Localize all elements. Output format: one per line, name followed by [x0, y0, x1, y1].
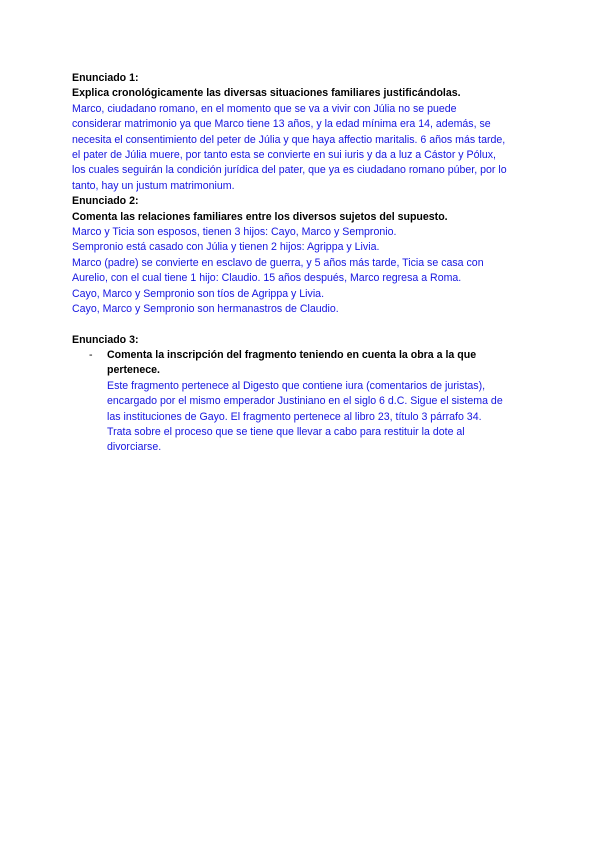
answer-line: las instituciones de Gayo. El fragmento pertenece al libro 23, título 3 párrafo 34. — [107, 410, 482, 423]
answer-line: Aurelio, con el cual tiene 1 hijo: Claudio. 15 años después, Marco regresa a Roma. — [72, 272, 462, 285]
answer-line: Sempronio está casado con Júlia y tienen 2 hijos: Agrippa y Livia. — [72, 241, 380, 254]
answer-line: divorciarse. — [107, 441, 162, 454]
answer-line: necesita el consentimiento del peter de Júlia y que haya affectio maritalis. 6 años más tarde, — [72, 133, 506, 146]
enunciado-3-question-line: pertenece. — [107, 364, 160, 377]
answer-line: el pater de Júlia muere, por tanto esta se convierte en sui iuris y da a luz a Cástor y Pólux, — [72, 149, 496, 162]
enunciado-2-label: Enunciado 2: — [72, 195, 139, 208]
section-spacer — [72, 318, 532, 333]
enunciado-1-answer — [72, 102, 532, 194]
enunciado-2-question: Comenta las relaciones familiares entre los diversos sujetos del supuesto. — [72, 210, 448, 223]
enunciado-2-answer — [72, 225, 532, 317]
document-page — [72, 71, 532, 456]
bullet-dash-icon: - — [89, 348, 93, 361]
enunciado-1-label: Enunciado 1: — [72, 72, 139, 84]
enunciado-3-question-line: Comenta la inscripción del fragmento teniendo en cuenta la obra a la que — [107, 348, 477, 361]
enunciado-3-answer — [107, 379, 532, 456]
answer-line: los cuales seguirán la condición jurídica del pater, que ya es ciudadano romano púber, por lo — [72, 164, 507, 177]
answer-line: encargado por el mismo emperador Justiniano en el siglo 6 d.C. Sigue el sistema de — [107, 395, 503, 408]
enunciado-1-question: Explica cronológicamente las diversas situaciones familiares justificándolas. — [72, 87, 461, 100]
answer-line: tanto, hay un justum matrimonium. — [72, 179, 235, 192]
answer-line: Marco, ciudadano romano, en el momento que se va a vivir con Júlia no se puede — [72, 102, 457, 115]
answer-line: Este fragmento pertenece al Digesto que contiene iura (comentarios de juristas), — [107, 379, 486, 392]
answer-line: Cayo, Marco y Sempronio son hermanastros de Claudio. — [72, 303, 339, 316]
enunciado-3-bullet-item — [72, 348, 532, 456]
answer-line: Trata sobre el proceso que se tiene que llevar a cabo para restituir la dote al — [107, 425, 465, 438]
answer-line: Cayo, Marco y Sempronio son tíos de Agrippa y Livia. — [72, 287, 325, 300]
enunciado-3-label: Enunciado 3: — [72, 333, 139, 346]
answer-line: Marco (padre) se convierte en esclavo de guerra, y 5 años más tarde, Ticia se casa con — [72, 256, 484, 269]
answer-line: considerar matrimonio ya que Marco tiene 13 años, y la edad mínima era 14, además, se — [72, 118, 491, 131]
answer-line: Marco y Ticia son esposos, tienen 3 hijos: Cayo, Marco y Sempronio. — [72, 226, 397, 239]
